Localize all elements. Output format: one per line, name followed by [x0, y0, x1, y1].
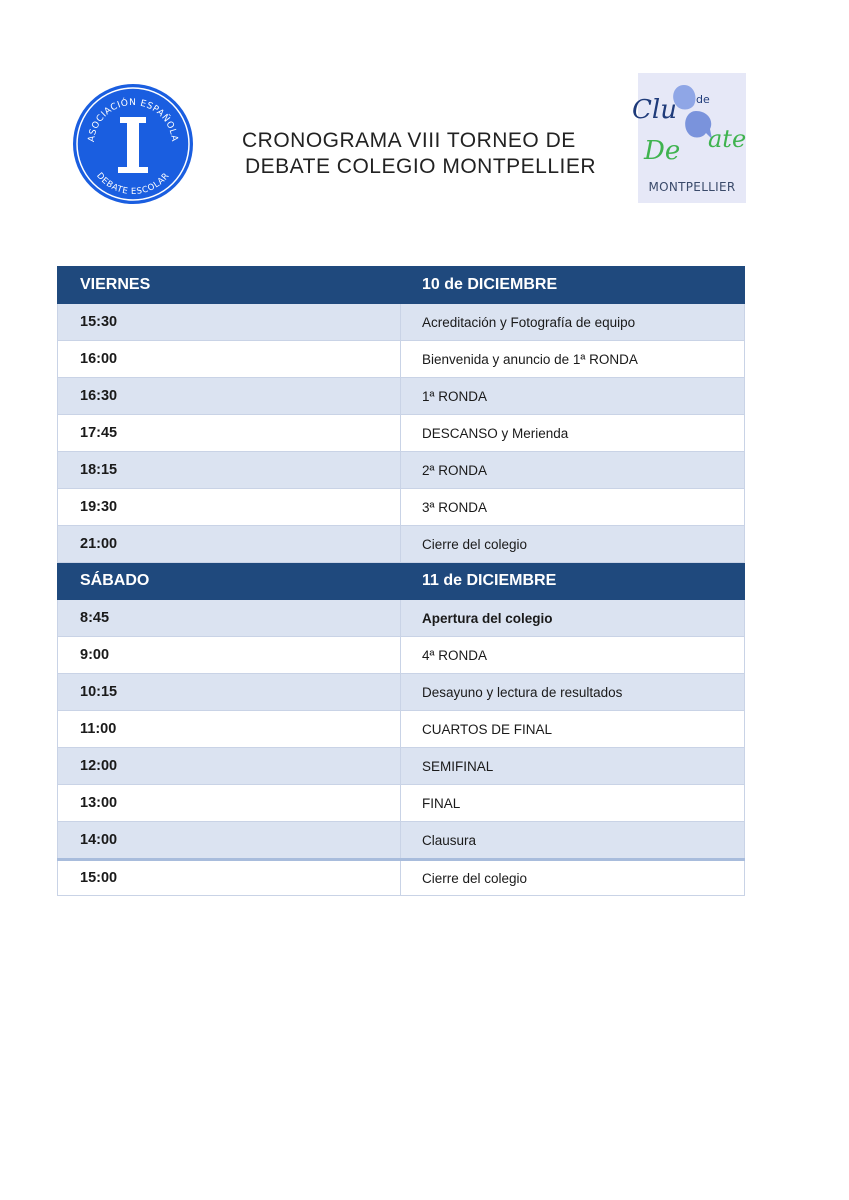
logo-word-club: Clu: [632, 95, 677, 125]
activity-cell: Cierre del colegio: [401, 526, 745, 563]
day-header-row: [58, 563, 745, 600]
activity-cell: Desayuno y lectura de resultados: [401, 674, 745, 711]
time-cell: 15:00: [58, 860, 401, 896]
title-line-1: CRONOGRAMA VIII TORNEO DE: [242, 129, 576, 152]
time-cell: 14:00: [58, 822, 401, 860]
table-row: [58, 674, 745, 711]
table-row: [58, 860, 745, 896]
date-label: 10 de DICIEMBRE: [401, 267, 745, 304]
table-row: [58, 452, 745, 489]
activity-cell: Apertura del colegio: [401, 600, 745, 637]
logo-text-bottom: DEBATE ESCOLAR: [94, 170, 172, 198]
time-cell: 10:15: [58, 674, 401, 711]
table-row: [58, 304, 745, 341]
activity-cell: DESCANSO y Merienda: [401, 415, 745, 452]
logo-caption: MONTPELLIER: [648, 180, 736, 194]
logo-word-de-big: De: [644, 136, 681, 166]
activity-cell: Cierre del colegio: [401, 860, 745, 896]
activity-cell: Acreditación y Fotografía de equipo: [401, 304, 745, 341]
table-row: [58, 785, 745, 822]
activity-cell: Bienvenida y anuncio de 1ª RONDA: [401, 341, 745, 378]
day-label: VIERNES: [58, 267, 401, 304]
logo-asociacion-debate: [72, 83, 194, 205]
table-row: [58, 526, 745, 563]
logo-word-ate: ate: [708, 125, 747, 153]
day-header-row: [58, 267, 745, 304]
table-row: [58, 600, 745, 637]
table-row: [58, 489, 745, 526]
title-line-2: DEBATE COLEGIO MONTPELLIER: [245, 155, 597, 178]
table-row: [58, 822, 745, 860]
time-cell: 16:00: [58, 341, 401, 378]
activity-cell: 2ª RONDA: [401, 452, 745, 489]
activity-cell: 1ª RONDA: [401, 378, 745, 415]
table-row: [58, 341, 745, 378]
activity-cell: SEMIFINAL: [401, 748, 745, 785]
page-title: [200, 128, 640, 180]
activity-cell: CUARTOS DE FINAL: [401, 711, 745, 748]
time-cell: 8:45: [58, 600, 401, 637]
logo-text-top: ASOCIACIÓN ESPAÑOLA: [86, 97, 180, 143]
time-cell: 15:30: [58, 304, 401, 341]
day-label: SÁBADO: [58, 563, 401, 600]
logo-word-de: de: [696, 93, 710, 106]
time-cell: 11:00: [58, 711, 401, 748]
activity-cell: Clausura: [401, 822, 745, 860]
time-cell: 21:00: [58, 526, 401, 563]
time-cell: 12:00: [58, 748, 401, 785]
table-row: [58, 378, 745, 415]
schedule-table: [57, 266, 745, 896]
activity-cell: FINAL: [401, 785, 745, 822]
table-row: [58, 637, 745, 674]
time-cell: 18:15: [58, 452, 401, 489]
table-row: [58, 415, 745, 452]
table-row: [58, 711, 745, 748]
time-cell: 16:30: [58, 378, 401, 415]
date-label: 11 de DICIEMBRE: [401, 563, 745, 600]
time-cell: 13:00: [58, 785, 401, 822]
time-cell: 19:30: [58, 489, 401, 526]
logo-club-de-debate: [632, 73, 747, 203]
table-row: [58, 748, 745, 785]
activity-cell: 4ª RONDA: [401, 637, 745, 674]
time-cell: 17:45: [58, 415, 401, 452]
time-cell: 9:00: [58, 637, 401, 674]
activity-cell: 3ª RONDA: [401, 489, 745, 526]
